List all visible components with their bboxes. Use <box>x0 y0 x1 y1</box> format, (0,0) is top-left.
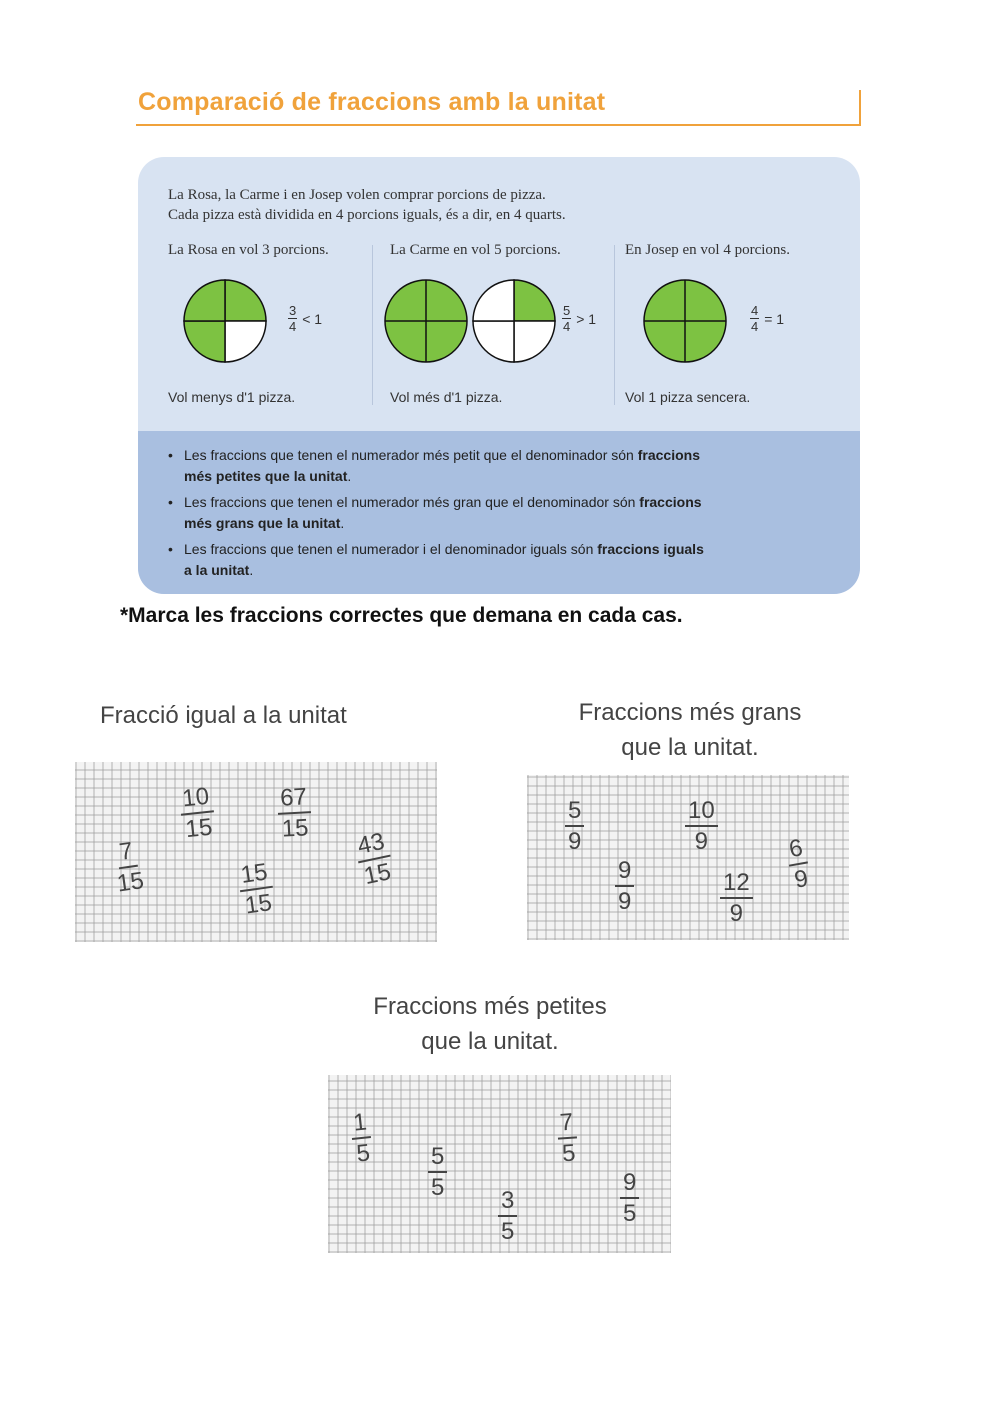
fraction-denominator: 9 <box>618 888 632 915</box>
fraction-option[interactable] <box>498 1189 517 1244</box>
rule-end: . <box>249 562 254 578</box>
fraction-option[interactable] <box>620 1171 639 1226</box>
fraction-numerator: 9 <box>620 1171 639 1199</box>
carme-numerator: 5 <box>563 303 571 318</box>
rule-bold-1: fraccions iguals <box>597 541 704 557</box>
exercise-greater-title-line-1: Fraccions més grans <box>578 699 802 726</box>
fraction-numerator: 67 <box>277 785 311 815</box>
carme-heading: La Carme en vol 5 porcions. <box>390 242 561 258</box>
josep-comparison <box>750 304 784 333</box>
fraction-numerator: 10 <box>178 784 213 815</box>
josep-denominator: 4 <box>751 319 759 334</box>
carme-relation: > 1 <box>576 310 597 327</box>
fraction-option[interactable] <box>615 859 634 914</box>
fraction-option[interactable] <box>428 1145 447 1200</box>
fraction-numerator: 43 <box>353 829 391 863</box>
fraction-option[interactable] <box>111 838 145 896</box>
carme-footer: Vol més d'1 pizza. <box>390 389 503 405</box>
rules-box <box>138 431 860 594</box>
fraction-denominator: 15 <box>281 814 310 843</box>
rosa-pizza-icon <box>182 278 268 364</box>
info-panel <box>138 157 860 594</box>
exercise-smaller-title-line-1: Fraccions més petites <box>373 993 607 1020</box>
carme-denominator: 4 <box>563 319 571 334</box>
fraction-numerator: 6 <box>784 836 808 867</box>
rule-end: . <box>347 468 352 484</box>
exercise-greater-title-line-2: que la unitat. <box>621 734 759 761</box>
rosa-footer: Vol menys d'1 pizza. <box>168 389 296 405</box>
fraction-numerator: 5 <box>428 1145 447 1173</box>
fraction-denominator: 5 <box>623 1200 637 1227</box>
instruction: *Marca les fraccions correctes que demana en cada cas. <box>120 604 683 627</box>
carme-pizza-2-icon <box>471 278 557 364</box>
fraction-denominator: 9 <box>694 828 709 855</box>
fraction-numerator: 7 <box>115 839 138 869</box>
fraction-option[interactable] <box>556 1110 579 1166</box>
fraction-denominator: 5 <box>355 1139 372 1168</box>
josep-relation: = 1 <box>764 310 785 327</box>
rosa-denominator: 4 <box>289 319 297 334</box>
carme-comparison <box>562 304 596 333</box>
fraction-option[interactable] <box>784 836 813 894</box>
fraction-denominator: 15 <box>115 867 146 898</box>
fraction-numerator: 15 <box>236 860 272 892</box>
rule-greater <box>168 492 808 534</box>
intro-line-2: Cada pizza està dividida en 4 porcions iguals, és a dir, en 4 quarts. <box>168 207 566 223</box>
exercise-greater-grid <box>527 775 849 940</box>
bullet-icon: • <box>168 447 173 463</box>
carme-fraction <box>562 304 571 333</box>
bullet-icon: • <box>168 494 173 510</box>
exercise-smaller-title <box>340 989 640 1059</box>
rule-text: Les fraccions que tenen el numerador més petit que el denominador són <box>184 447 638 463</box>
exercise-equal-grid <box>75 762 437 942</box>
rosa-relation: < 1 <box>302 310 323 327</box>
rosa-heading: La Rosa en vol 3 porcions. <box>168 242 329 258</box>
rule-bold-2: més petites que la unitat <box>184 468 348 484</box>
title-underline <box>136 124 860 126</box>
bullet-icon: • <box>168 541 173 557</box>
josep-heading: En Josep en vol 4 porcions. <box>625 242 790 258</box>
fraction-option[interactable] <box>178 784 216 842</box>
fraction-option[interactable] <box>685 799 718 854</box>
exercise-equal-title: Fracció igual a la unitat <box>100 702 347 729</box>
rule-end: . <box>340 515 345 531</box>
josep-fraction <box>750 304 759 333</box>
josep-numerator: 4 <box>751 303 759 318</box>
fraction-denominator: 5 <box>431 1174 445 1201</box>
fraction-denominator: 5 <box>561 1139 577 1168</box>
column-separator <box>614 245 615 405</box>
josep-pizza-icon <box>642 278 728 364</box>
page-title: Comparació de fraccions amb la unitat <box>138 88 606 116</box>
fraction-denominator: 5 <box>501 1218 515 1245</box>
rule-text: Les fraccions que tenen el numerador i el denominador iguals són <box>184 541 598 557</box>
fraction-numerator: 9 <box>615 859 634 887</box>
rule-equal <box>168 539 808 581</box>
rule-bold-2: a la unitat <box>184 562 250 578</box>
rosa-numerator: 3 <box>289 303 297 318</box>
carme-pizza-1-icon <box>383 278 469 364</box>
rule-bold-1: fraccions <box>637 447 700 463</box>
fraction-option[interactable] <box>349 1110 374 1167</box>
fraction-option[interactable] <box>720 871 753 926</box>
title-underline-end <box>859 90 861 126</box>
rule-smaller <box>168 445 808 487</box>
fraction-denominator: 9 <box>568 828 582 855</box>
fraction-option[interactable] <box>353 829 396 890</box>
fraction-numerator: 3 <box>498 1189 517 1217</box>
fraction-numerator: 10 <box>685 799 718 827</box>
fraction-denominator: 9 <box>729 900 744 927</box>
rule-bold-2: més grans que la unitat <box>184 515 341 531</box>
column-separator <box>372 245 373 405</box>
fraction-numerator: 1 <box>349 1110 371 1140</box>
fraction-denominator: 15 <box>361 858 394 891</box>
exercise-greater-title <box>545 695 835 765</box>
fraction-numerator: 5 <box>565 799 584 827</box>
rule-bold-1: fraccions <box>639 494 702 510</box>
exercise-smaller-grid <box>328 1075 671 1253</box>
intro-line-1: La Rosa, la Carme i en Josep volen comprar porcions de pizza. <box>168 187 546 203</box>
fraction-denominator: 9 <box>792 864 811 894</box>
fraction-option[interactable] <box>565 799 584 854</box>
fraction-numerator: 7 <box>556 1110 577 1139</box>
rule-text: Les fraccions que tenen el numerador més gran que el denominador són <box>184 494 640 510</box>
fraction-option[interactable] <box>236 860 276 919</box>
fraction-numerator: 12 <box>720 871 753 899</box>
josep-footer: Vol 1 pizza sencera. <box>625 389 751 405</box>
exercise-smaller-title-line-2: que la unitat. <box>421 1028 559 1055</box>
rosa-fraction <box>288 304 297 333</box>
fraction-denominator: 15 <box>184 813 214 844</box>
fraction-option[interactable] <box>277 785 313 842</box>
fraction-denominator: 15 <box>243 889 274 920</box>
rosa-comparison <box>288 304 322 333</box>
